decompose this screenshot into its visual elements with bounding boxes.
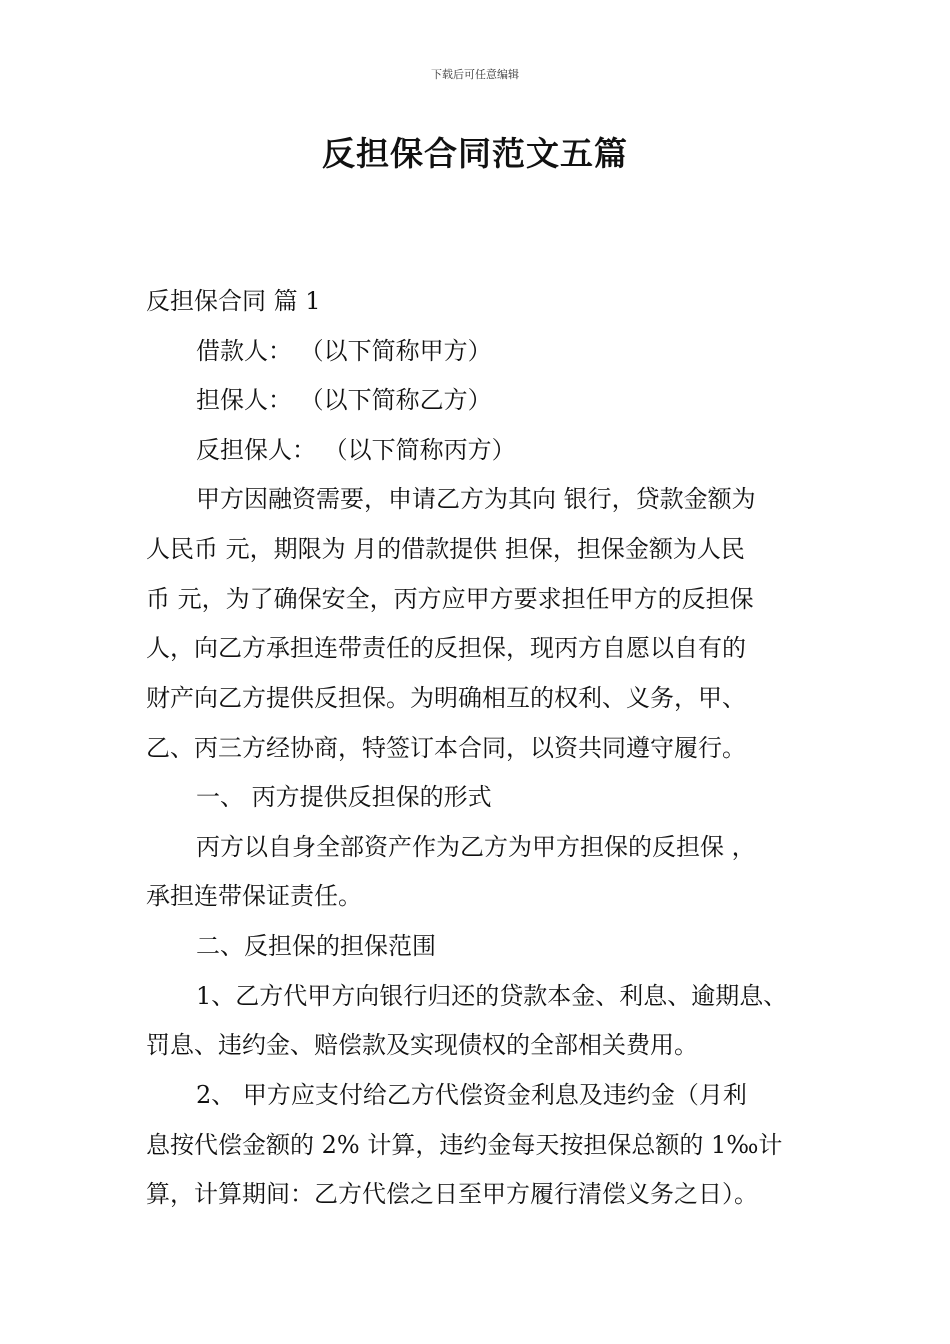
party-counter-guarantor-line: 反担保人： （以下简称丙方）	[196, 436, 516, 464]
paragraph-line: 财产向乙方提供反担保。为明确相互的权利、义务，甲、	[146, 684, 746, 712]
paragraph-line: 息按代偿金额的 2% 计算，违约金每天按担保总额的 1‰计	[146, 1131, 783, 1159]
paragraph-line: 承担连带保证责任。	[146, 882, 362, 910]
clause-heading-2: 二、反担保的担保范围	[196, 932, 436, 960]
party-borrower-line: 借款人： （以下简称甲方）	[196, 337, 492, 365]
clause-item-2: 2、 甲方应支付给乙方代偿资金利息及违约金（月利	[196, 1081, 747, 1109]
party-guarantor-line: 担保人： （以下简称乙方）	[196, 386, 492, 414]
header-note: 下载后可任意编辑	[431, 68, 519, 81]
section-heading-part1: 反担保合同 篇 1	[146, 287, 321, 315]
paragraph-line: 人民币 元，期限为 月的借款提供 担保，担保金额为人民	[146, 535, 745, 563]
clause-heading-1: 一、 丙方提供反担保的形式	[196, 783, 492, 811]
paragraph-line: 乙、丙三方经协商，特签订本合同，以资共同遵守履行。	[146, 734, 746, 762]
paragraph-line: 算，计算期间：乙方代偿之日至甲方履行清偿义务之日）。	[146, 1180, 758, 1208]
clause-item-1: 1、乙方代甲方向银行归还的贷款本金、利息、逾期息、	[196, 982, 788, 1010]
paragraph-line: 甲方因融资需要，申请乙方为其向 银行，贷款金额为	[196, 485, 756, 513]
paragraph-line: 人，向乙方承担连带责任的反担保，现丙方自愿以自有的	[146, 634, 746, 662]
paragraph-line: 币 元，为了确保安全，丙方应甲方要求担任甲方的反担保	[146, 585, 754, 613]
paragraph-line: 丙方以自身全部资产作为乙方为甲方担保的反担保 ，	[196, 833, 756, 861]
paragraph-line: 罚息、违约金、赔偿款及实现债权的全部相关费用。	[146, 1031, 698, 1059]
document-title: 反担保合同范文五篇	[322, 134, 628, 173]
